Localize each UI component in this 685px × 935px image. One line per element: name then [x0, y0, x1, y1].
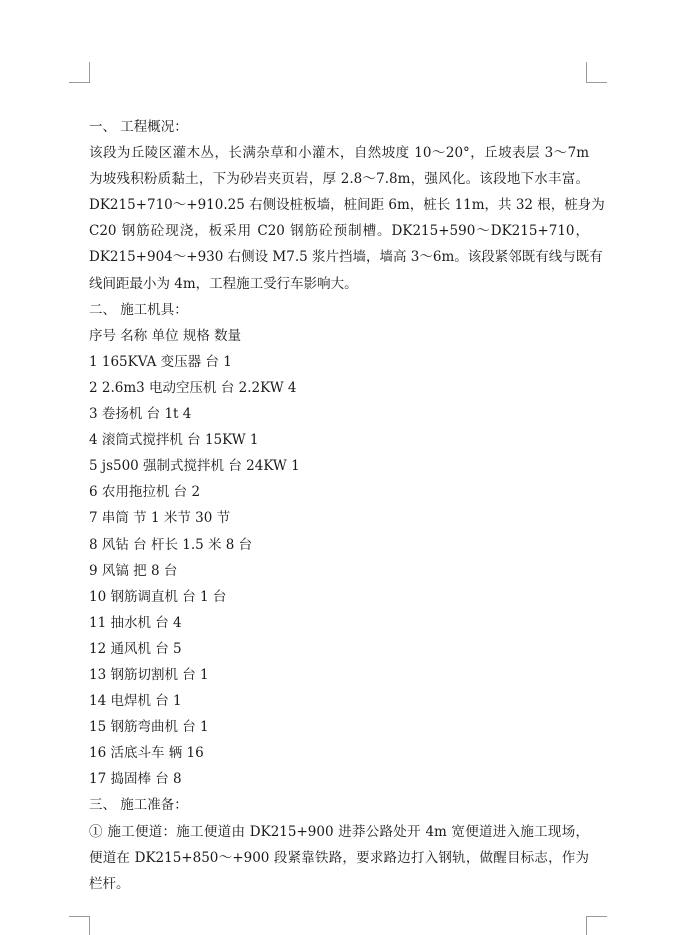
overview-line: C20 钢筋砼现浇，板采用 C20 钢筋砼预制槽。DK215+590～DK215+710，	[89, 223, 589, 240]
equipment-item: 14 电焊机 台 1	[89, 693, 182, 710]
overview-line: 为坡残积粉质黏土，下为砂岩夹页岩，厚 2.8～7.8m，强风化。该段地下水丰富。	[89, 171, 589, 188]
equipment-item: 3 卷扬机 台 1t 4	[89, 406, 192, 423]
equipment-item: 7 串筒 节 1 米节 30 节	[89, 510, 231, 527]
equipment-item: 12 通风机 台 5	[89, 640, 182, 657]
equipment-item: 16 活底斗车 辆 16	[89, 745, 204, 762]
crop-mark-bottom-right	[586, 916, 607, 935]
equipment-item: 15 钢筋弯曲机 台 1	[89, 719, 209, 736]
equipment-item: 5 js500 强制式搅拌机 台 24KW 1	[89, 458, 300, 475]
preparation-line: 便道在 DK215+850～+900 段紧靠铁路，要求路边打入钢轨，做醒目标志，作为	[89, 849, 589, 866]
crop-mark-bottom-left	[69, 916, 90, 935]
crop-mark-top-right	[586, 62, 607, 83]
preparation-line: ① 施工便道：施工便道由 DK215+900 进莽公路处开 4m 宽便道进入施工现场，	[89, 823, 589, 840]
equipment-item: 8 风钻 台 杆长 1.5 米 8 台	[89, 536, 253, 553]
equipment-item: 13 钢筋切割机 台 1	[89, 666, 209, 683]
overview-line: DK215+904～+930 右侧设 M7.5 浆片挡墙，墙高 3～6m。该段紧邻既有线与既有	[89, 249, 603, 266]
equipment-item: 17 捣固棒 台 8	[89, 771, 182, 788]
section-heading-preparation: 三、 施工准备：	[89, 797, 188, 814]
overview-line: DK215+710～+910.25 右侧设桩板墙，桩间距 6m，桩长 11m，共 32 根，桩身为	[89, 197, 605, 214]
section-heading-overview: 一、 工程概况：	[89, 119, 188, 135]
overview-line: 该段为丘陵区灌木丛，长满杂草和小灌木，自然坡度 10～20°，丘坡表层 3～7m	[89, 145, 589, 162]
equipment-item: 6 农用拖拉机 台 2	[89, 484, 201, 501]
equipment-item: 4 滚筒式搅拌机 台 15KW 1	[89, 432, 259, 449]
document-body	[89, 114, 605, 897]
equipment-list	[89, 349, 589, 793]
equipment-item: 1 165KVA 变压器 台 1	[89, 353, 232, 370]
crop-mark-top-left	[69, 62, 90, 83]
section-heading-equipment: 二、 施工机具：	[89, 301, 188, 318]
equipment-item: 10 钢筋调直机 台 1 台	[89, 588, 227, 605]
equipment-item: 11 抽水机 台 4	[89, 614, 182, 631]
equipment-item: 2 2.6m3 电动空压机 台 2.2KW 4	[89, 379, 297, 396]
equipment-columns-line: 序号 名称 单位 规格 数量	[89, 327, 242, 344]
overview-line: 线间距最小为 4m，工程施工受行车影响大。	[89, 275, 358, 292]
preparation-line: 栏杆。	[89, 875, 130, 892]
equipment-item: 9 风镐 把 8 台	[89, 562, 178, 579]
